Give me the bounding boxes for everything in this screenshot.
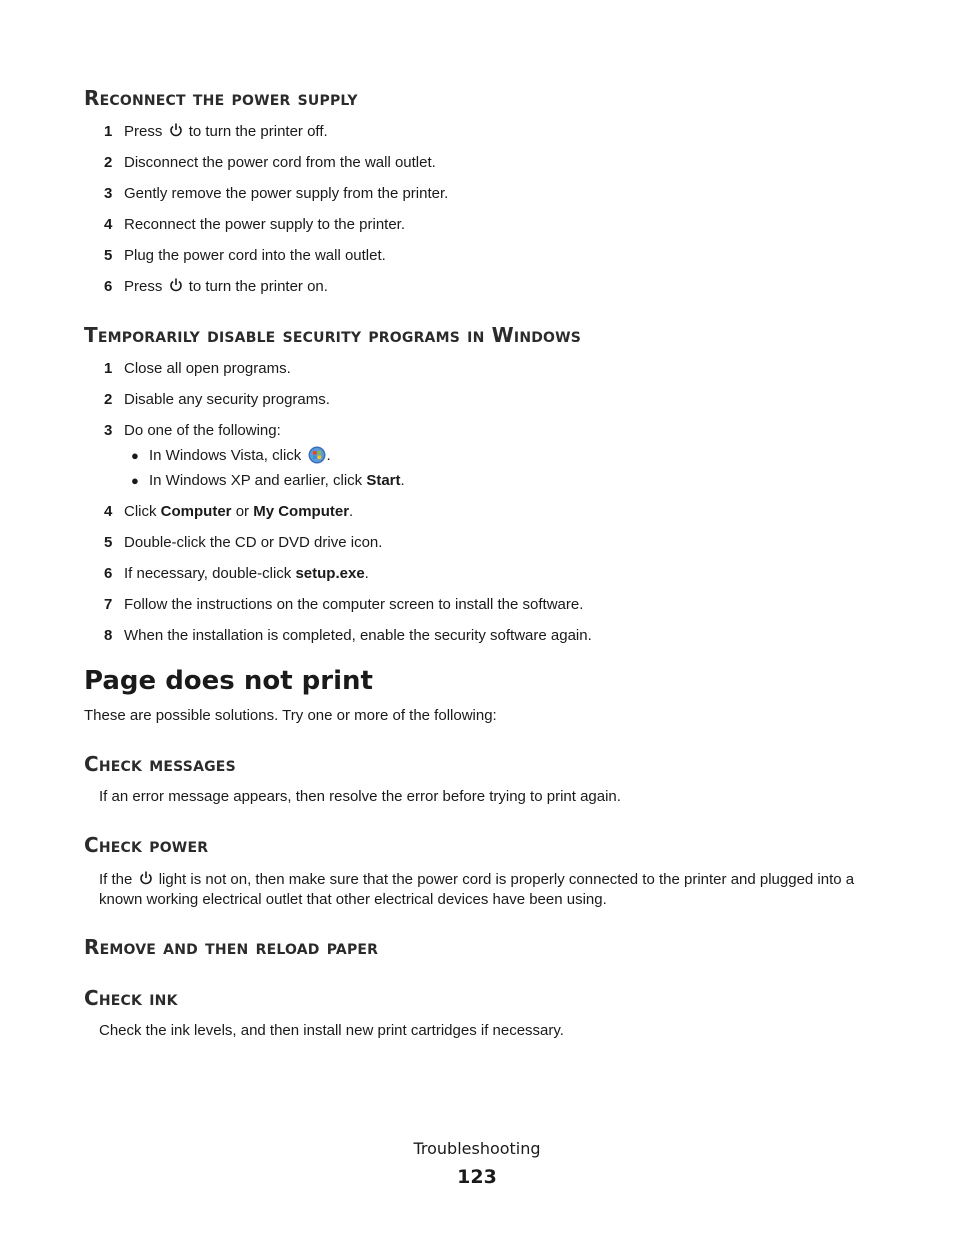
heading-check-ink: Check ink — [84, 986, 178, 1010]
step-number: 2 — [104, 391, 113, 408]
step-1 — [104, 359, 291, 379]
step-text: Follow the instructions on the computer screen to install the software. — [124, 596, 584, 613]
bullet-windows-xp — [131, 471, 405, 491]
step-text: to turn the printer off. — [188, 123, 328, 140]
step-number: 3 — [104, 422, 113, 439]
step-1 — [104, 122, 328, 142]
step-text: Double-click the CD or DVD drive icon. — [124, 534, 383, 551]
check-ink-text: Check the ink levels, and then install new print cartridges if necessary. — [99, 1022, 564, 1039]
step-text: . — [364, 565, 369, 582]
step-number: 6 — [104, 278, 113, 295]
step-number: 1 — [104, 123, 113, 140]
step-4 — [104, 502, 353, 522]
step-text: If necessary, double-click — [124, 565, 292, 582]
bullet-dot: ● — [131, 448, 139, 463]
check-power-text — [99, 870, 879, 910]
step-6 — [104, 564, 369, 584]
step-2 — [104, 390, 330, 410]
page-title: Page does not print — [84, 666, 373, 696]
power-icon — [169, 277, 183, 293]
check-power-text-start: If the — [99, 871, 133, 888]
step-number: 4 — [104, 216, 113, 233]
step-3 — [104, 184, 448, 204]
step-number: 3 — [104, 185, 113, 202]
step-number: 7 — [104, 596, 113, 613]
step-number: 4 — [104, 503, 113, 520]
step-text: Close all open programs. — [124, 360, 291, 377]
step-7 — [104, 595, 583, 615]
bullet-text: In Windows XP and earlier, click — [149, 472, 363, 489]
step-number: 5 — [104, 247, 113, 264]
step-2 — [104, 153, 436, 173]
heading-check-power: Check power — [84, 833, 209, 857]
step-text: Disconnect the power cord from the wall outlet. — [124, 154, 436, 171]
bullet-text: In Windows Vista, click — [149, 447, 302, 464]
bold-start: Start — [366, 472, 401, 489]
step-text: Press — [124, 123, 163, 140]
step-4 — [104, 215, 405, 235]
bullet-windows-vista — [131, 446, 331, 466]
step-text: Plug the power cord into the wall outlet. — [124, 247, 386, 264]
step-3 — [104, 421, 281, 441]
step-text: When the installation is completed, enable the security software again. — [124, 627, 592, 644]
intro-text: These are possible solutions. Try one or more of the following: — [84, 707, 497, 724]
heading-disable-security-programs: Temporarily disable security programs in Windows — [84, 323, 582, 347]
step-text: Reconnect the power supply to the printer. — [124, 216, 406, 233]
power-icon — [139, 870, 153, 886]
step-number: 6 — [104, 565, 113, 582]
step-number: 2 — [104, 154, 113, 171]
bold-my-computer: My Computer — [253, 503, 350, 520]
windows-start-icon — [308, 446, 326, 464]
step-text: Press — [124, 278, 163, 295]
power-icon — [169, 122, 183, 138]
check-power-text-end: light is not on, then make sure that the power cord is properly connected to the printer and plugged into a known working electrical outlet that other electrical devices have been using. — [99, 871, 855, 908]
step-text: or — [235, 503, 250, 520]
heading-remove-reload-paper: Remove and then reload paper — [84, 935, 379, 959]
step-5 — [104, 533, 382, 553]
page-number: 123 — [457, 1166, 497, 1188]
bullet-text: . — [400, 472, 405, 489]
bullet-text: . — [326, 447, 331, 464]
bullet-dot: ● — [131, 473, 139, 488]
step-text: Disable any security programs. — [124, 391, 330, 408]
step-text: Do one of the following: — [124, 422, 281, 439]
step-6 — [104, 277, 328, 297]
heading-reconnect-power-supply: Reconnect the power supply — [84, 86, 358, 110]
step-8 — [104, 626, 592, 646]
heading-check-messages: Check messages — [84, 752, 236, 776]
step-text: Gently remove the power supply from the printer. — [124, 185, 449, 202]
step-text: . — [349, 503, 354, 520]
bold-setup-exe: setup.exe — [295, 565, 365, 582]
step-number: 1 — [104, 360, 113, 377]
check-messages-text: If an error message appears, then resolve the error before trying to print again. — [99, 788, 621, 805]
step-text: Click — [124, 503, 157, 520]
step-number: 5 — [104, 534, 113, 551]
step-text: to turn the printer on. — [188, 278, 328, 295]
bold-computer: Computer — [160, 503, 232, 520]
step-number: 8 — [104, 627, 113, 644]
footer-section-label: Troubleshooting — [413, 1139, 541, 1158]
step-5 — [104, 246, 386, 266]
